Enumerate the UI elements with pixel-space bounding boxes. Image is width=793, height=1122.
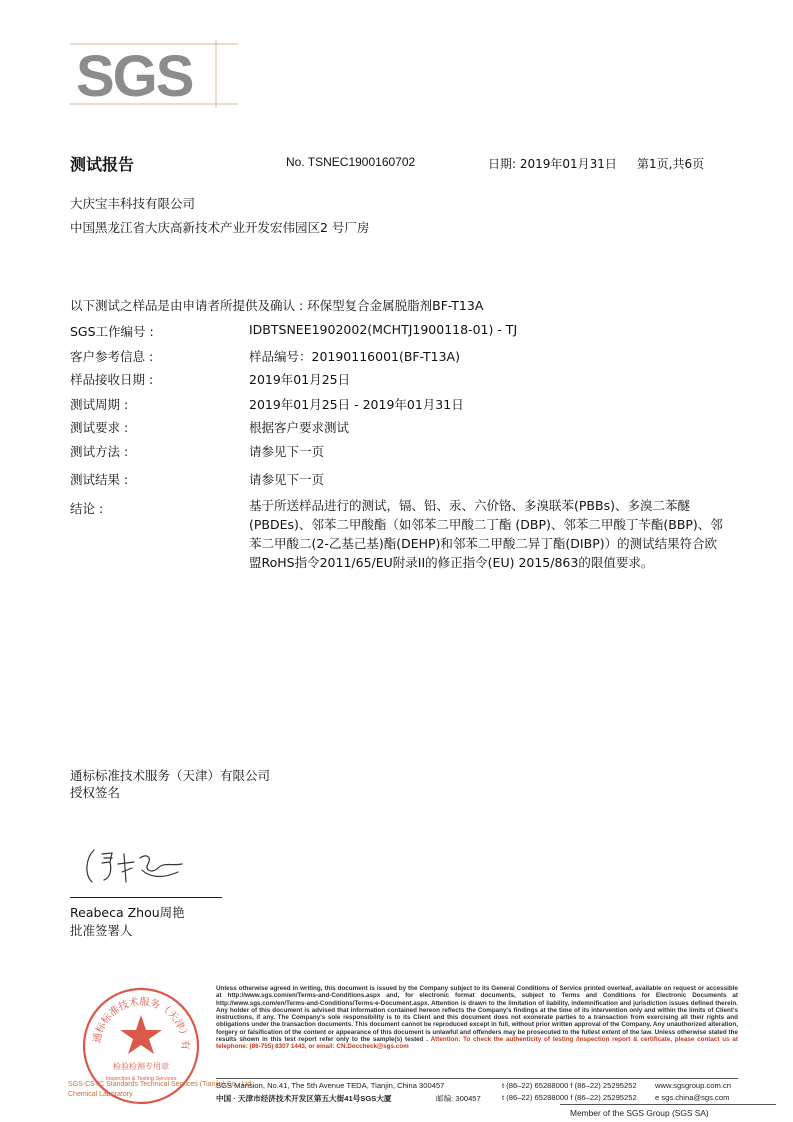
- svg-text:SGS: SGS: [76, 44, 193, 109]
- footer-address-cn: 中国 · 天津市经济技术开发区第五大街41号SGS大厦: [216, 1094, 392, 1103]
- page-indicator: 第1页,共6页: [637, 157, 705, 171]
- signatory-role: 批准签署人: [70, 923, 133, 938]
- report-title: 测试报告: [70, 155, 135, 174]
- legal-notice: Unless otherwise agreed in writing, this document is issued by the Company subject to its General Conditions of Service printed overleaf, available on request or accessible at http://www.sgs.com/en/Terms-and-Conditions.aspx and, for electronic format documents, subject to Terms and Conditions for Electronic Documents at http://www.sgs.com/en/Terms-and-Conditions/Terms-e-Document.aspx. Attention is drawn to the limitation of liability, indemnification and jurisdiction issues defined therein. Any holder of this document is advised that information contained hereon reflects the Company's findings at the time of its intervention only and within the limits of Client's instructions, if any. The Company's sole responsibility is to its Client and this document does not exonerate parties to a transaction from exercising all their rights and obligations under the transaction documents. This document cannot be reproduced except in full, without prior written approval of the Company. Any unauthorized alteration, forgery or falsification of the content or appearance of this document is unlawful and offenders may be prosecuted to the fullest extent of the law. Unless otherwise stated the results shown in this test report refer only to the sample(s) tested .: [216, 985, 738, 1044]
- field-label: 测试要求 :: [70, 420, 129, 435]
- svg-text:通标标准技术服务（天津）有限公司: 通标标准技术服务（天津）有: [91, 996, 191, 1051]
- authorized-signature-label: 授权签名: [70, 785, 121, 800]
- field-value: 2019年01月25日: [249, 372, 351, 387]
- report-number: No. TSNEC1900160702: [286, 155, 416, 169]
- signature-line: [70, 897, 222, 898]
- company-seal: [80, 985, 202, 1107]
- client-address: 中国黑龙江省大庆高新技术产业开发宏伟园区2 号厂房: [70, 220, 370, 235]
- footer-postcode: 邮编: 300457: [436, 1094, 481, 1103]
- sample-intro: 以下测试之样品是由申请者所提供及确认 : 环保型复合金属脱脂剂BF-T13A: [70, 298, 484, 313]
- conclusion-label: 结论 :: [70, 501, 104, 516]
- field-label: 测试结果 :: [70, 472, 129, 487]
- member-divider: [560, 1104, 776, 1105]
- field-value: 样品编号：20190116001(BF-T13A): [249, 349, 460, 364]
- field-label: SGS工作编号 :: [70, 324, 154, 339]
- sgs-logo: [70, 40, 238, 108]
- field-label: 客户参考信息 :: [70, 349, 154, 364]
- footer-divider: [216, 1078, 738, 1079]
- authenticity-notice: Attention: To check the authenticity of testing /inspection report & certificate, please contact us at telephone: (86-755) 8307 1443, or email: CN.Doccheck@sgs.com: [216, 1036, 738, 1051]
- report-date: 日期: 2019年01月31日: [488, 157, 617, 171]
- seal-lab-type: Chemical Laboratory: [68, 1091, 133, 1098]
- client-name: 大庆宝丰科技有限公司: [70, 196, 196, 211]
- footer-legal-text: [216, 985, 738, 1051]
- footer-email[interactable]: e sgs.china@sgs.com: [655, 1093, 730, 1102]
- footer-address-en: SGS Mansion, No.41, The 5th Avenue TEDA, Tianjin, China 300457: [216, 1081, 445, 1090]
- signatory-company: 通标标准技术服务（天津）有限公司: [70, 768, 271, 783]
- handwritten-signature: [82, 840, 192, 894]
- field-label: 测试方法 :: [70, 444, 129, 459]
- footer-phone-cn: t (86–22) 65288000 f (86–22) 25295252: [502, 1093, 637, 1102]
- field-value: 请参见下一页: [249, 472, 325, 487]
- signatory-name: Reabeca Zhou周艳: [70, 905, 185, 920]
- seal-lab-name: SGS-CSTC Standards Technical Services (Tianjin) Co., Ltd.: [68, 1081, 254, 1088]
- field-label: 测试周期 :: [70, 397, 129, 412]
- field-value: IDBTSNEE1902002(MCHTJ1900118-01) - TJ: [249, 322, 518, 337]
- svg-text:检验检测专用章: 检验检测专用章: [113, 1062, 169, 1071]
- field-value: 请参见下一页: [249, 444, 325, 459]
- sgs-group-member: Member of the SGS Group (SGS SA): [570, 1108, 709, 1118]
- footer-phone-en: t (86–22) 65288000 f (86–22) 25295252: [502, 1081, 637, 1090]
- field-label: 样品接收日期 :: [70, 372, 154, 387]
- footer-website[interactable]: www.sgsgroup.com.cn: [655, 1081, 731, 1090]
- svg-text:Inspection & Testing Services: Inspection & Testing Services: [105, 1076, 177, 1082]
- field-value: 2019年01月25日 - 2019年01月31日: [249, 397, 464, 412]
- conclusion-text: 基于所送样品进行的测试，镉、铅、汞、六价铬、多溴联苯(PBBs)、多溴二苯醚(PBDEs)、邻苯二甲酸酯（如邻苯二甲酸二丁酯 (DBP)、邻苯二甲酸丁苄酯(BBP)、邻苯二甲酸二(2-乙基己基)酯(DEHP)和邻苯二甲酸二异丁酯(DIBP)）的测试结果符合欧盟RoHS指令2011/65/EU附录II的修正指令(EU) 2015/863的限值要求。: [249, 498, 723, 570]
- field-value: 根据客户要求测试: [249, 420, 350, 435]
